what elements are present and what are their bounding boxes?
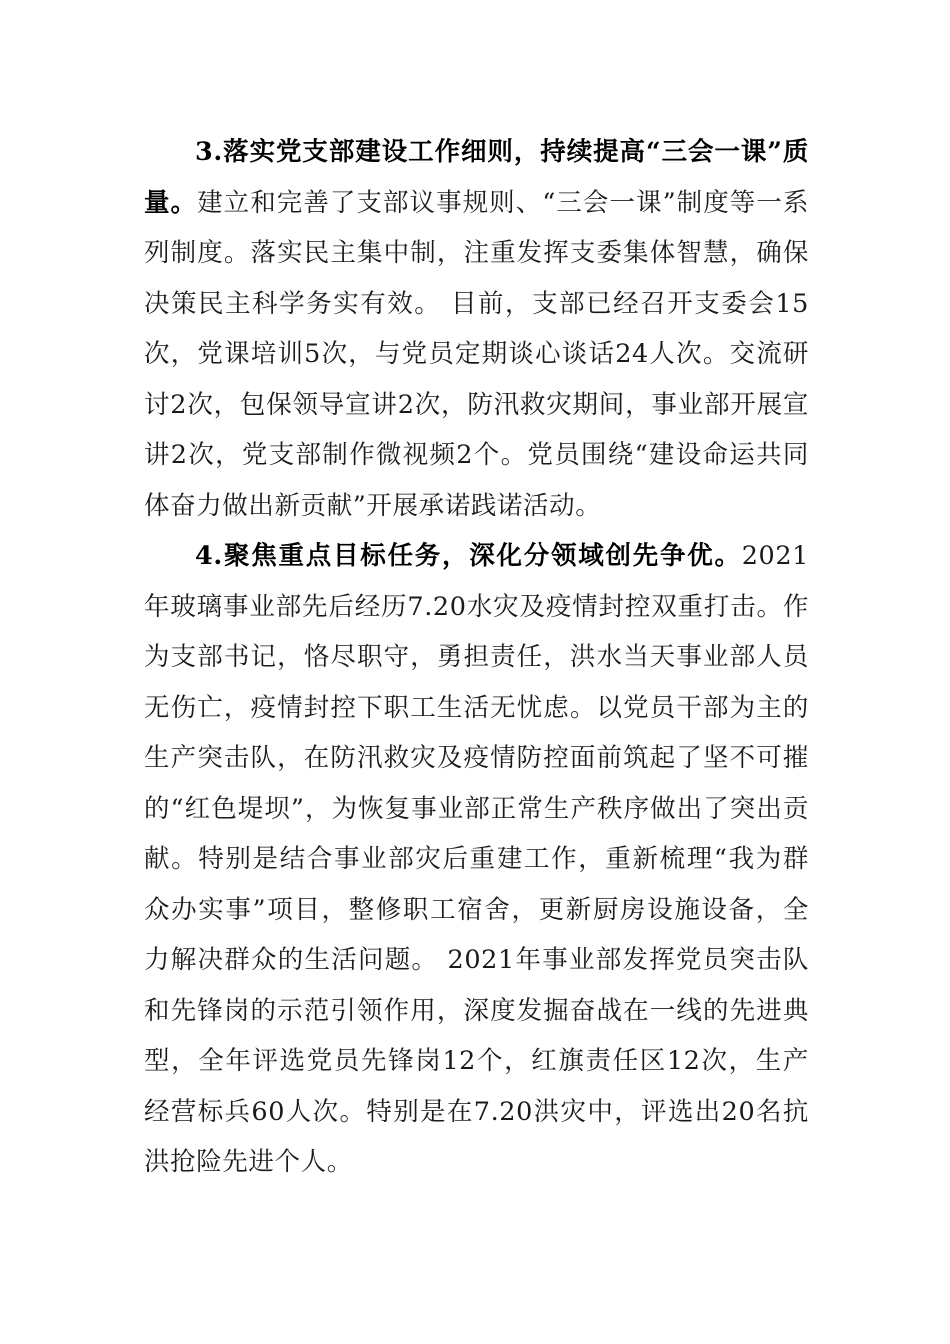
paragraph-4-body: 2021年玻璃事业部先后经历7.20水灾及疫情封控双重打击。作为支部书记，恪尽职守，勇担责任，洪水当天事业部人员无伤亡，疫情封控下职工生活无忧虑。以党员干部为主的生产突击队，在防汛救灾及疫情防控面前筑起了坚不可摧的“红色堤坝”，为恢复事业部正常生产秩序做出了突出贡献。特别是结合事业部灾后重建工作，重新梳理“我为群众办实事”项目，整修职工宿舍，更新厨房设施设备，全力解决群众的生活问题。 2021年事业部发挥党员突击队和先锋岗的示范引领作用，深度发掘奋战在一线的先进典型，全年评选党员先锋岗12个，红旗责任区12次，生产经营标兵60人次。特别是在7.20洪灾中，评选出20名抗洪抢险先进个人。 [144, 541, 809, 1177]
paragraph-4 [144, 531, 809, 1188]
paragraph-4-heading: 4.聚焦重点目标任务，深化分领域创先争优。 [195, 541, 742, 571]
paragraph-3-body: 建立和完善了支部议事规则、“三会一课”制度等一系列制度。落实民主集中制，注重发挥支委集体智慧，确保决策民主科学务实有效。 目前，支部已经召开支委会15次，党课培训5次，与党员定期谈心谈话24人次。交流研讨2次，包保领导宣讲2次，防汛救灾期间，事业部开展宣讲2次，党支部制作微视频2个。党员围绕“建设命运共同体奋力做出新贡献”开展承诺践诺活动。 [144, 187, 809, 521]
paragraph-3-heading: 3.落实党支部建设工作细则，持续提高“三会一课”质量。 [144, 137, 809, 218]
paragraph-3 [144, 127, 809, 531]
